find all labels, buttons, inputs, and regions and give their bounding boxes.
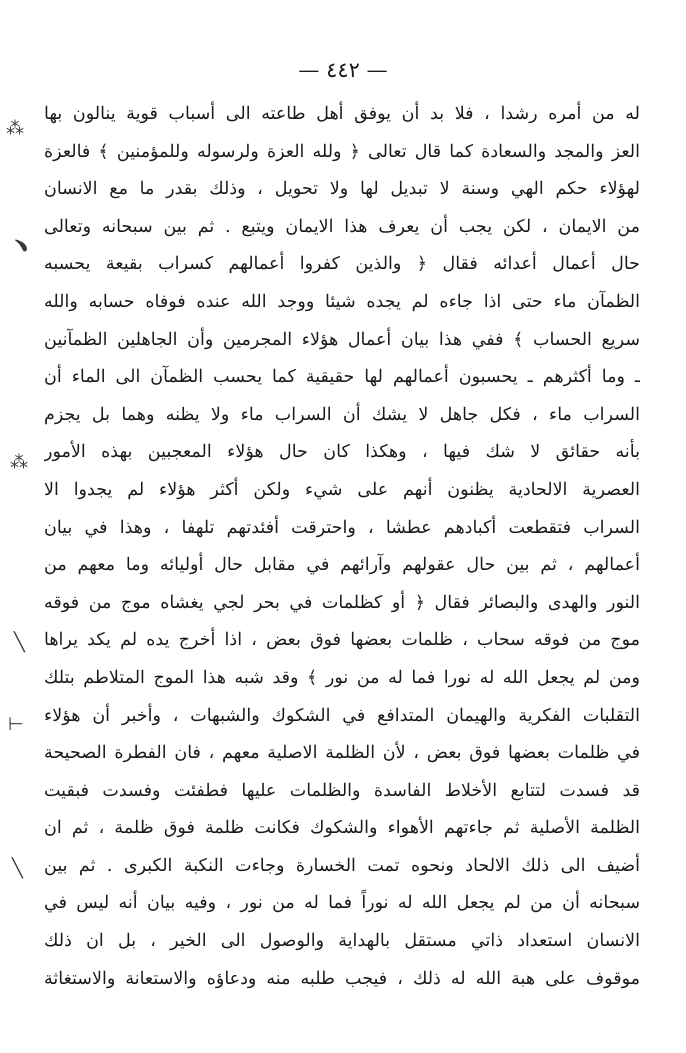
page-number: — ٤٤٢ — bbox=[298, 58, 388, 82]
body-text bbox=[44, 96, 640, 998]
text-line: لهؤلاء حكم الهي وسنة لا تبديل لها ولا تحويل ، وذلك بقدر ما مع الانسان bbox=[44, 179, 640, 200]
text-line: العز والمجد والسعادة كما قال تعالى ﴿ ولله العزة ولرسوله وللمؤمنين ﴾ فالعزة bbox=[44, 141, 640, 162]
text-line: سبحانه أن من لم يجعل الله له نوراً فما له من نور ، وفيه بيان أنه ليس في bbox=[44, 893, 640, 914]
text-line: ـ وما أكثرهم ـ يحسبون أعمالهم لها حقيقية كما يحسب الظمآن الى الماء أن bbox=[44, 367, 640, 388]
text-line: النور والهدى والبصائر فقال ﴿ أو كظلمات في بحر لجي يغشاه موج من فوقه bbox=[44, 592, 640, 613]
text-line: بأنه حقائق لا شك فيها ، وهكذا كان حال هؤلاء المعجبين بهذه الأمور bbox=[44, 442, 640, 463]
margin-mark-left: ⁂ bbox=[10, 452, 28, 473]
text-line: من الايمان ، لكن يجب أن يعرف هذا الايمان ويتبع . ثم بين سبحانه وتعالى bbox=[44, 216, 640, 237]
text-line: التقلبات الفكرية والهيمان المتدافع في الشكوك والشبهات ، وأخبر أن هؤلاء bbox=[44, 705, 640, 726]
text-line: العصرية الالحادية يظنون أنهم على شيء ولكن أكثر هؤلاء لم يجدوا الا bbox=[44, 479, 640, 500]
margin-mark-top-left: ⁂ bbox=[6, 118, 24, 139]
text-line: أعمالهم ، ثم بين حال عقولهم وآرائهم في مقابل حال أوليائه وما معهم من bbox=[44, 555, 640, 576]
margin-mark-foot-left: ╲ bbox=[12, 858, 23, 879]
text-line: أضيف الى ذلك الالحاد ونحوه تمت الخسارة وجاءت النكبة الكبرى . ثم بين bbox=[44, 855, 640, 876]
text-line: حال أعمال أعدائه فقال ﴿ والذين كفروا أعمالهم كسراب بقيعة يحسبه bbox=[44, 254, 640, 275]
text-line: السراب ماء ، فكل جاهل لا يشك أن السراب ماء ولا يظنه وهما بل يجزم bbox=[44, 404, 640, 425]
text-line: الظمآن ماء حتى اذا جاءه لم يجده شيئا ووجد الله عنده فوفاه حسابه والله bbox=[44, 291, 640, 312]
text-line: سريع الحساب ﴾ ففي هذا بيان أعمال هؤلاء المجرمين وأن الجاهلين الظمآنين bbox=[44, 329, 640, 350]
text-line: الظلمة الأصلية ثم جاءتهم الأهواء والشكوك فكانت ظلمة فوق ظلمة ، ثم ان bbox=[44, 818, 640, 839]
text-line: موقوف على هبة الله له ذلك ، فيجب طلبه منه ودعاؤه والاستعانة والاستغاثة bbox=[44, 968, 640, 989]
margin-mark-lower-left: ╲ bbox=[14, 632, 25, 653]
margin-mark-mid-left: ﹅ bbox=[12, 236, 30, 257]
text-line: السراب فتقطعت أكبادهم عطشا ، واحترقت أفئدتهم تلهفا ، وهذا في بيان bbox=[44, 517, 640, 538]
text-line: في ظلمات بعضها فوق بعض ، لأن الظلمة الاصلية معهم ، فان الفطرة الصحيحة bbox=[44, 743, 640, 764]
text-line: موج من فوقه سحاب ، ظلمات بعضها فوق بعض ، اذا أخرج يده لم يكد يراها bbox=[44, 630, 640, 651]
text-line: قد فسدت لتتابع الأخلاط الفاسدة والظلمات عليها فطفئت وفسدت فبقيت bbox=[44, 780, 640, 801]
text-line: ومن لم يجعل الله له نورا فما له من نور ﴾ وقد شبه هذا الموج المتلاطم بتلك bbox=[44, 667, 640, 688]
text-line: له من أمره رشدا ، فلا بد أن يوفق أهل طاعته الى أسباب قوية ينالون بها bbox=[44, 104, 640, 124]
text-line: الانسان استعداد ذاتي مستقل بالهداية والوصول الى الخير ، بل ان ذلك bbox=[44, 931, 640, 952]
margin-mark-bottom-left: ⊢ bbox=[8, 714, 24, 735]
